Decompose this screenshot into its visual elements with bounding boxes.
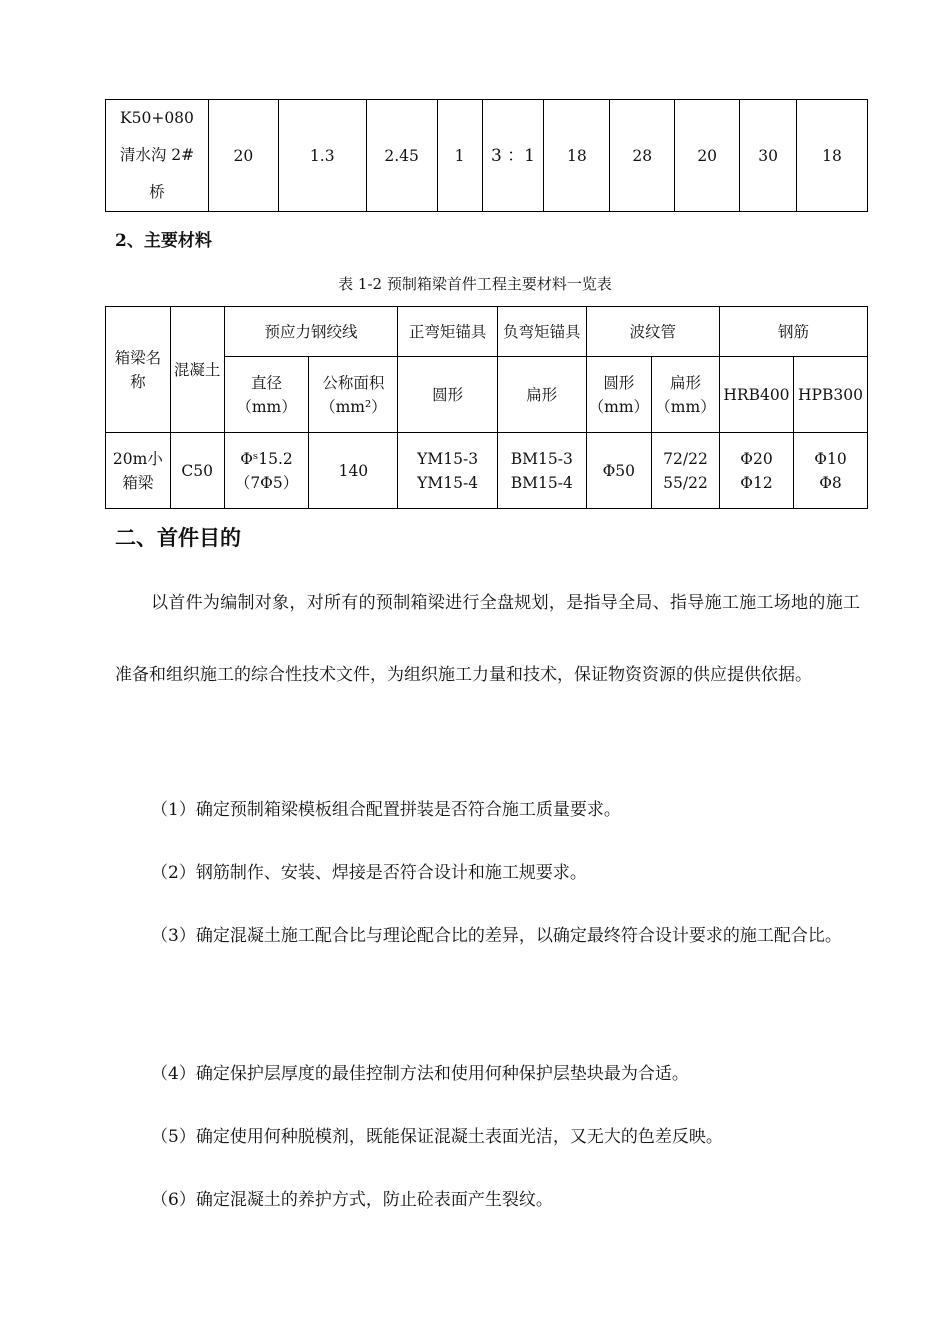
cell-positive-anchor	[398, 433, 498, 509]
header-flat: 扁形	[497, 357, 586, 433]
materials-table	[105, 306, 868, 509]
table-cell: 28	[610, 100, 675, 212]
list-item: （4）确定保护层厚度的最佳控制方法和使用何种保护层垫块最为合适。	[151, 1064, 689, 1084]
table-cell: 3 ：1	[482, 100, 544, 212]
table-cell: 20	[208, 100, 278, 212]
cell-negative-anchor	[497, 433, 586, 509]
header-concrete: 混凝土	[170, 307, 224, 433]
table-cell: 18	[544, 100, 610, 212]
cell-line: Φ12	[740, 473, 773, 492]
bridge-name-line: 桥	[149, 183, 165, 201]
cell-hrb400	[719, 433, 793, 509]
header-nominal-area: 公称面积（mm²）	[309, 357, 398, 433]
section-heading-materials: 2、主要材料	[115, 231, 212, 251]
cell-round-duct: Φ50	[586, 433, 651, 509]
table-cell: 1.3	[278, 100, 366, 212]
header-diameter: 直径（mm）	[224, 357, 309, 433]
header-box-girder-name: 箱梁名称	[106, 307, 171, 433]
header-hpb300: HPB300	[793, 357, 867, 433]
cell-line: Φ20	[740, 449, 773, 468]
table-caption: 表 1-2 预制箱梁首件工程主要材料一览表	[338, 275, 612, 293]
cell-line: BM15-4	[510, 473, 573, 492]
section-heading-purpose: 二、首件目的	[115, 525, 241, 550]
table-cell: 1	[437, 100, 482, 212]
header-prestress-strand: 预应力钢绞线	[224, 307, 398, 357]
table-cell: 20	[675, 100, 740, 212]
cell-area: 140	[309, 433, 398, 509]
bridge-table	[105, 99, 868, 212]
cell-line: YM15-4	[417, 473, 479, 492]
table-row	[106, 433, 868, 509]
cell-line: BM15-3	[510, 449, 573, 468]
header-duct: 波纹管	[586, 307, 719, 357]
table-cell: 18	[797, 100, 868, 212]
cell-line: Φ8	[819, 473, 842, 492]
cell-flat-duct	[652, 433, 720, 509]
bridge-name-line: K50+080	[120, 109, 194, 127]
table-cell: 2.45	[366, 100, 437, 212]
list-item: （3）确定混凝土施工配合比与理论配合比的差异，以确定最终符合设计要求的施工配合比。	[151, 926, 842, 946]
table-cell: 30	[740, 100, 797, 212]
header-flat-mm: 扁形（mm）	[652, 357, 720, 433]
cell-line: 72/22	[663, 449, 708, 468]
cell-line: YM15-3	[417, 449, 479, 468]
cell-line: Φ10	[814, 449, 847, 468]
cell-diameter: Φˢ15.2（7Φ5）	[224, 433, 309, 509]
header-round-mm: 圆形（mm）	[586, 357, 651, 433]
bridge-name-line: 清水沟 2#	[119, 146, 195, 164]
cell-girder-name: 20m小箱梁	[106, 433, 171, 509]
cell-concrete: C50	[170, 433, 224, 509]
cell-line: 55/22	[663, 473, 708, 492]
bridge-name-cell	[106, 100, 209, 212]
table-header-row	[106, 307, 868, 357]
header-round: 圆形	[398, 357, 498, 433]
list-item: （2）钢筋制作、安装、焊接是否符合设计和施工规要求。	[151, 863, 587, 883]
header-rebar: 钢筋	[719, 307, 867, 357]
cell-hpb300	[793, 433, 867, 509]
header-hrb400: HRB400	[719, 357, 793, 433]
header-negative-anchor: 负弯矩锚具	[497, 307, 586, 357]
header-positive-anchor: 正弯矩锚具	[398, 307, 498, 357]
table-row	[106, 100, 868, 212]
list-item: （5）确定使用何种脱模剂，既能保证混凝土表面光洁，又无大的色差反映。	[151, 1127, 723, 1147]
list-item: （1）确定预制箱梁模板组合配置拼装是否符合施工质量要求。	[151, 800, 621, 820]
list-item: （6）确定混凝土的养护方式，防止砼表面产生裂纹。	[151, 1190, 553, 1210]
intro-paragraph: 以首件为编制对象，对所有的预制箱梁进行全盘规划，是指导全局、指导施工施工场地的施工准备和组织施工的综合性技术文件，为组织施工力量和技术，保证物资资源的供应提供依据。	[115, 593, 860, 685]
